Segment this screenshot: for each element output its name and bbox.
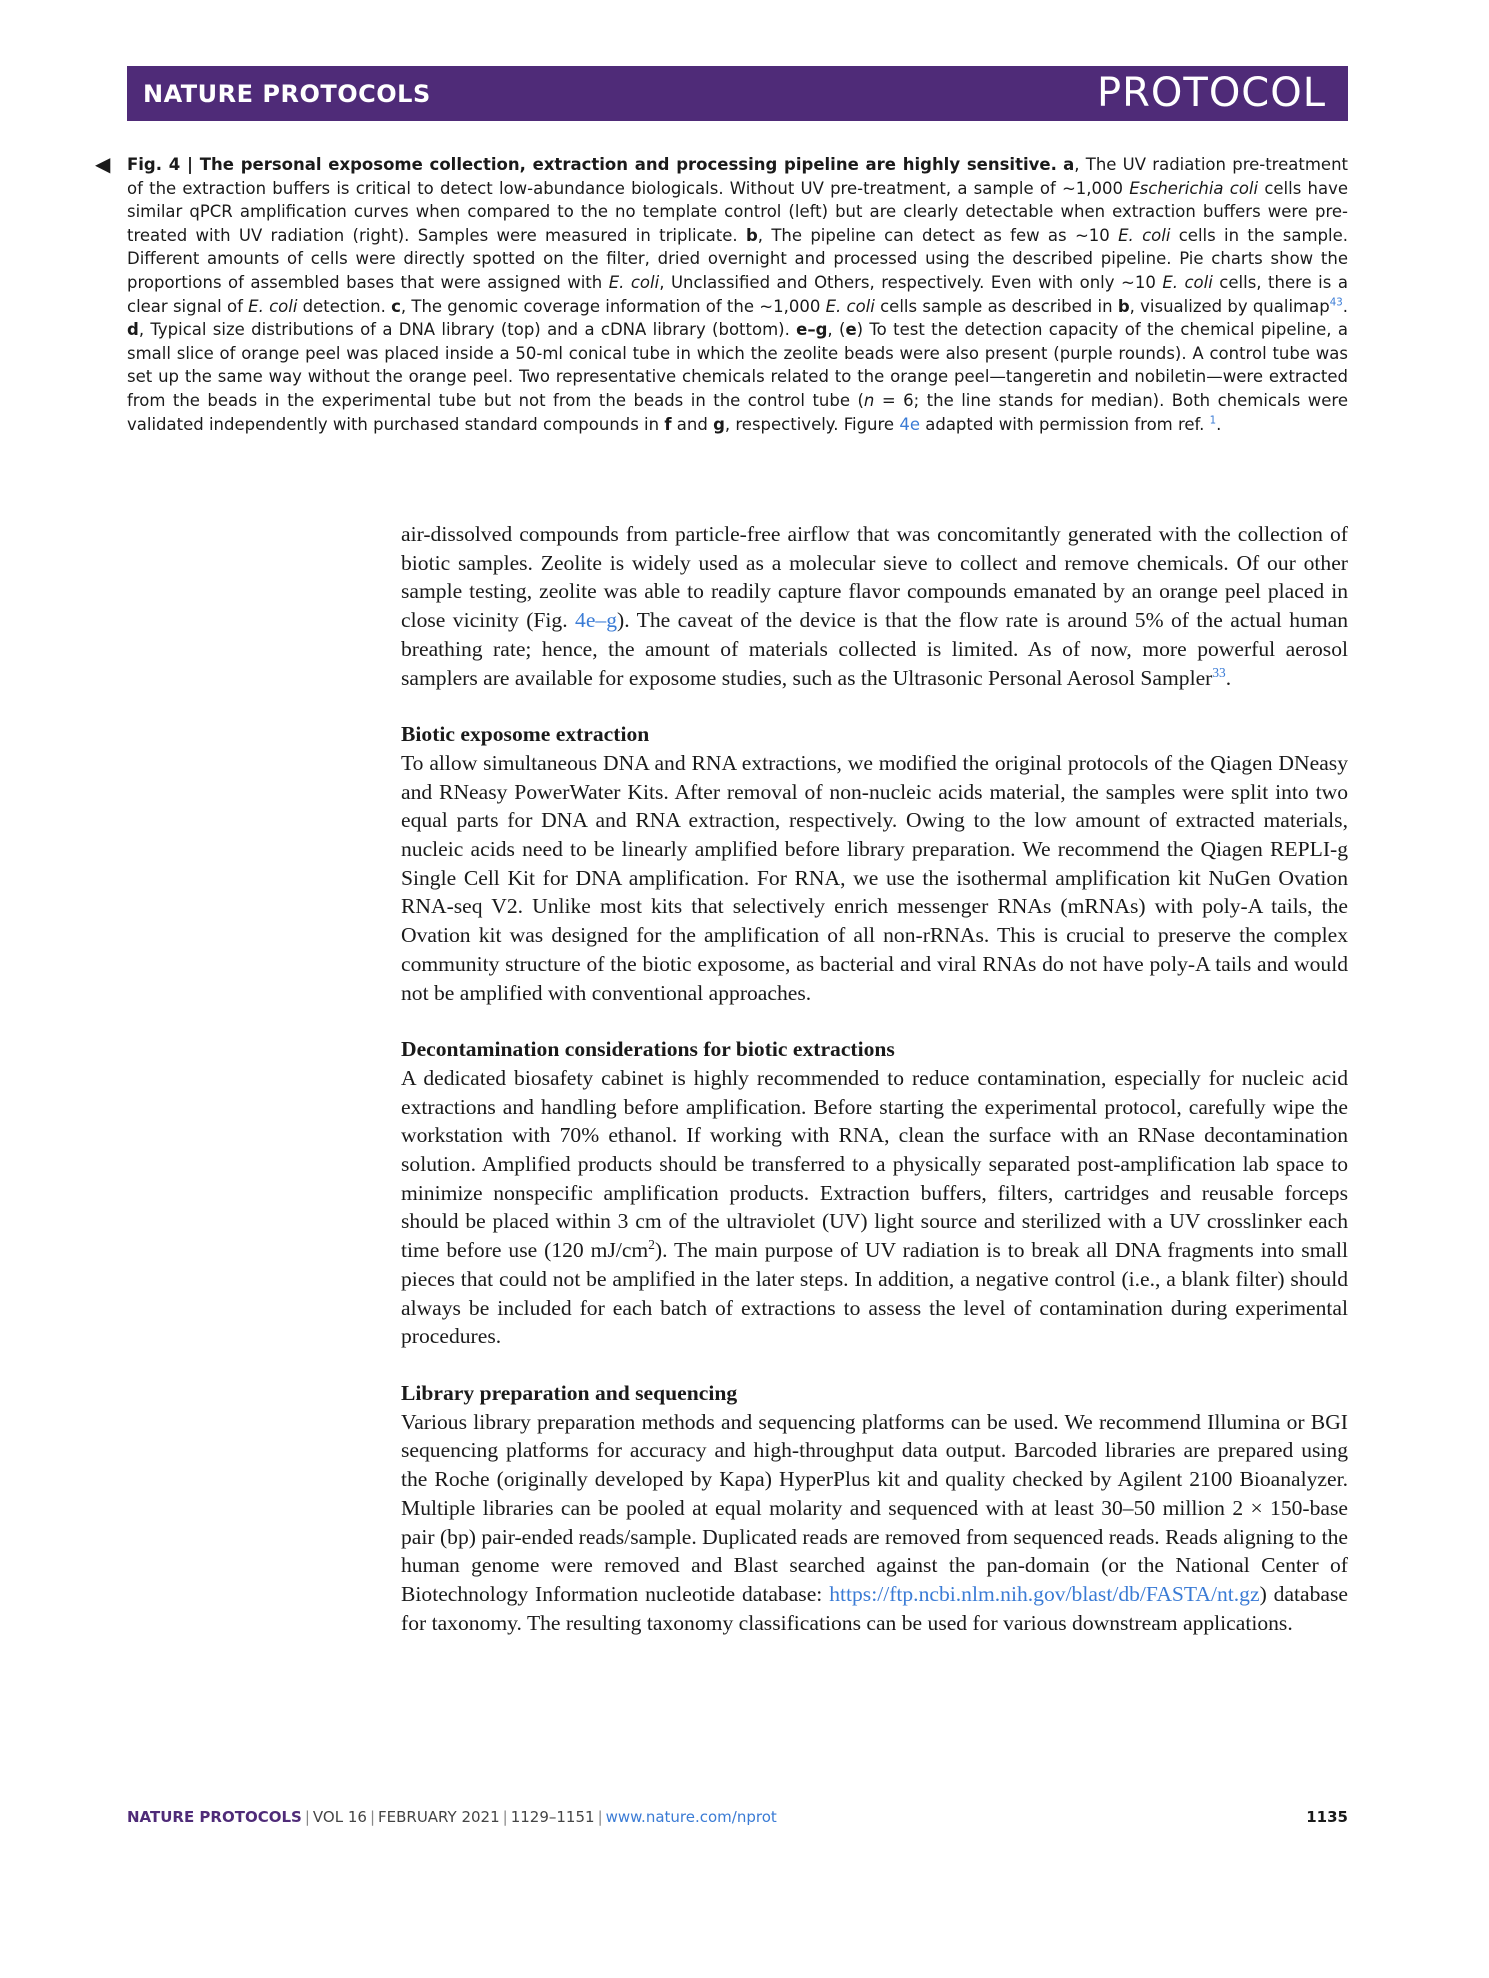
caption-part-c: c — [391, 296, 401, 316]
caption-ref-b: b — [1117, 296, 1130, 316]
ncbi-database-link[interactable]: https://ftp.ncbi.nlm.nih.gov/blast/db/FASTA/nt.gz — [829, 1581, 1260, 1606]
figure-link-4e[interactable]: 4e — [899, 414, 920, 434]
footer-url[interactable]: www.nature.com/nprot — [605, 1808, 777, 1826]
caption-species: E. coli — [1162, 272, 1213, 292]
caption-text: , Unclassified and Others, respectively. Even with only ~10 — [659, 272, 1163, 292]
paragraph — [401, 1064, 1348, 1351]
article-body — [401, 520, 1348, 1637]
caption-text: cells have similar qPCR amplification curves when compared to the no template control (left) but are clearly detectable when extraction buffers were pre-treated with UV radiation (right). Samples were measured in triplicate. — [127, 178, 1349, 245]
section-heading-decontamination: Decontamination considerations for biotic extractions — [401, 1037, 895, 1062]
caption-text: , respectively. Figure — [724, 414, 900, 434]
caption-species: Escherichia coli — [1129, 178, 1259, 198]
left-triangle-icon[interactable]: ◀ — [95, 152, 111, 176]
article-type: PROTOCOL — [1096, 70, 1326, 116]
caption-species: E. coli — [248, 296, 298, 316]
caption-part-eg: e–g — [796, 320, 828, 340]
caption-species: E. coli — [608, 272, 660, 292]
caption-text: , The genomic coverage information of the ~1,000 — [400, 296, 826, 316]
caption-text: adapted with permission from ref. — [919, 414, 1210, 434]
page-footer — [127, 1808, 1348, 1826]
paragraph-text: ). The main purpose of UV radiation is to break all DNA fragments into small pieces that could not be amplified in the later steps. In addition, a negative control (i.e., a blank filter) should always be included for each batch of extractions to assess the level of contamination during experimental procedures. — [401, 1238, 1348, 1349]
footer-separator: | — [369, 1808, 375, 1826]
paragraph-text: ) database for taxonomy. The resulting taxonomy classifications can be used for various downstream applications. — [401, 1581, 1348, 1635]
journal-name: NATURE PROTOCOLS — [143, 80, 431, 108]
footer-separator: | — [502, 1808, 508, 1826]
paragraph-text: air-dissolved compounds from particle-free airflow that was concomitantly generated with the collection of biotic samples. Zeolite is widely used as a molecular sieve to collect and remove chemicals. Of our other sample testing, zeolite was able to readily capture flavor compounds emanated by an orange peel placed in close vicinity (Fig. — [401, 522, 1348, 633]
caption-text: = 6; the line stands for median). Both chemicals were validated independently with purchased standard compounds in — [127, 390, 1348, 434]
caption-text: and — [671, 414, 714, 434]
caption-part-f: f — [664, 414, 672, 434]
caption-text: , Typical size distributions of a DNA library (top) and a cDNA library (bottom). — [138, 320, 797, 340]
paragraph-text: ). The caveat of the device is that the flow rate is around 5% of the actual human breathing rate; hence, the amount of materials collected is limited. As of now, more powerful aerosol samplers are available for exposome studies, such as the Ultrasonic Personal Aerosol Sampler — [401, 608, 1348, 690]
caption-part-g: g — [713, 414, 725, 434]
caption-part-d: d — [127, 320, 139, 340]
section-heading-library-preparation: Library preparation and sequencing — [401, 1380, 738, 1405]
paragraph-text: A dedicated biosafety cabinet is highly recommended to reduce contamination, especially for nucleic acid extractions and handling before amplification. Before starting the experimental protocol, carefully wipe the workstation with 70% ethanol. If working with RNA, clean the surface with an RNase decontamination solution. Amplified products should be transferred to a physically separated post-amplification lab space to minimize nonspecific amplification products. Extraction buffers, filters, cartridges and reusable forceps should be placed within 3 cm of the ultraviolet (UV) light source and sterilized with a UV crosslinker each time before use (120 mJ/cm — [401, 1065, 1348, 1263]
paragraph-text: . — [1225, 665, 1232, 690]
caption-text: ) To test the detection capacity of the chemical pipeline, a small slice of orange peel was placed inside a 50-ml conical tube in which the zeolite beads were also present (purple rounds). A control tube was set up the same way without the orange peel. Two representative chemicals related to the orange peel—tangeretin and nobiletin—were extracted from the beads in the experimental tube but not from the beads in the control tube ( — [127, 320, 1348, 410]
footer-separator: | — [304, 1808, 310, 1826]
footer-date: FEBRUARY 2021 — [378, 1808, 500, 1826]
caption-text: cells in the sample. Different amounts of cells were directly spotted on the filter, dried overnight and processed using the described pipeline. Pie charts show the proportions of assembled bases that were assigned with — [127, 225, 1349, 292]
caption-species: E. coli — [825, 296, 875, 316]
caption-part-e: e — [845, 320, 857, 340]
caption-part-a: a — [1063, 155, 1075, 174]
paragraph: To allow simultaneous DNA and RNA extractions, we modified the original protocols of the Qiagen DNeasy and RNeasy PowerWater Kits. After removal of non-nucleic acids material, the samples were split into two equal parts for DNA and RNA extraction, respectively. Owing to the low amount of extracted materials, nucleic acids need to be linearly amplified before library preparation. We recommend the Qiagen REPLI-g Single Cell Kit for DNA amplification. For RNA, we use the isothermal amplification kit NuGen Ovation RNA-seq V2. Unlike most kits that selectively enrich messenger RNAs (mRNAs) with poly-A tails, the Ovation kit was designed for the amplification of all non-rRNAs. This is crucial to preserve the complex community structure of the biotic exposome, as bacterial and viral RNAs do not have poly-A tails and would not be amplified with conventional approaches. — [401, 750, 1348, 1005]
caption-text: . — [1342, 296, 1348, 316]
caption-part-b: b — [745, 225, 758, 245]
caption-species: E. coli — [1118, 225, 1171, 245]
reference-link-1[interactable]: 1 — [1209, 415, 1217, 427]
header-bar — [127, 66, 1348, 121]
figure-caption — [95, 152, 1349, 436]
caption-text: detection. — [297, 296, 392, 316]
caption-label: Fig. 4 | The personal exposome collection, extraction and processing pipeline are highly sensitive. — [127, 155, 1057, 174]
section-heading-biotic-extraction: Biotic exposome extraction — [401, 722, 650, 747]
caption-text: , The UV radiation pre-treatment of the extraction buffers is critical to detect low-abundance biologicals. Without UV pre-treatment, a sample of ~1,000 — [127, 155, 1348, 198]
paragraph-text: Various library preparation methods and sequencing platforms can be used. We recommend Illumina or BGI sequencing platforms for accuracy and high-throughput data output. Barcoded libraries are prepared using the Roche (originally developed by Kapa) HyperPlus kit and quality checked by Agilent 2100 Bioanalyzer. Multiple libraries can be pooled at equal molarity and sequenced with at least 30–50 million 2 × 150-base pair (bp) pair-ended reads/sample. Duplicated reads are removed from sequenced reads. Reads aligning to the human genome were removed and Blast searched against the pan-domain (or the National Center of Biotechnology Information nucleotide database: — [401, 1409, 1348, 1606]
page-number: 1135 — [1306, 1808, 1348, 1826]
figure-link-4e-g[interactable]: 4e–g — [575, 608, 618, 633]
footer-separator: | — [597, 1808, 603, 1826]
footer-journal: NATURE PROTOCOLS — [127, 1808, 302, 1826]
reference-link-33[interactable]: 33 — [1212, 664, 1226, 680]
caption-text: . — [1216, 414, 1222, 434]
footer-volume: VOL 16 — [312, 1808, 367, 1826]
caption-text: , visualized by qualimap — [1129, 296, 1330, 316]
reference-link-43[interactable]: 43 — [1329, 297, 1343, 309]
caption-text: , ( — [827, 320, 846, 340]
caption-text: , The pipeline can detect as few as ~10 — [757, 225, 1119, 245]
caption-variable: n — [863, 390, 875, 410]
footer-pages: 1129–1151 — [510, 1808, 595, 1826]
paragraph — [401, 520, 1348, 692]
paragraph — [401, 1408, 1348, 1638]
caption-text: cells, there is a clear signal of — [127, 272, 1348, 316]
caption-text: cells sample as described in — [874, 296, 1118, 316]
superscript: 2 — [648, 1236, 655, 1252]
